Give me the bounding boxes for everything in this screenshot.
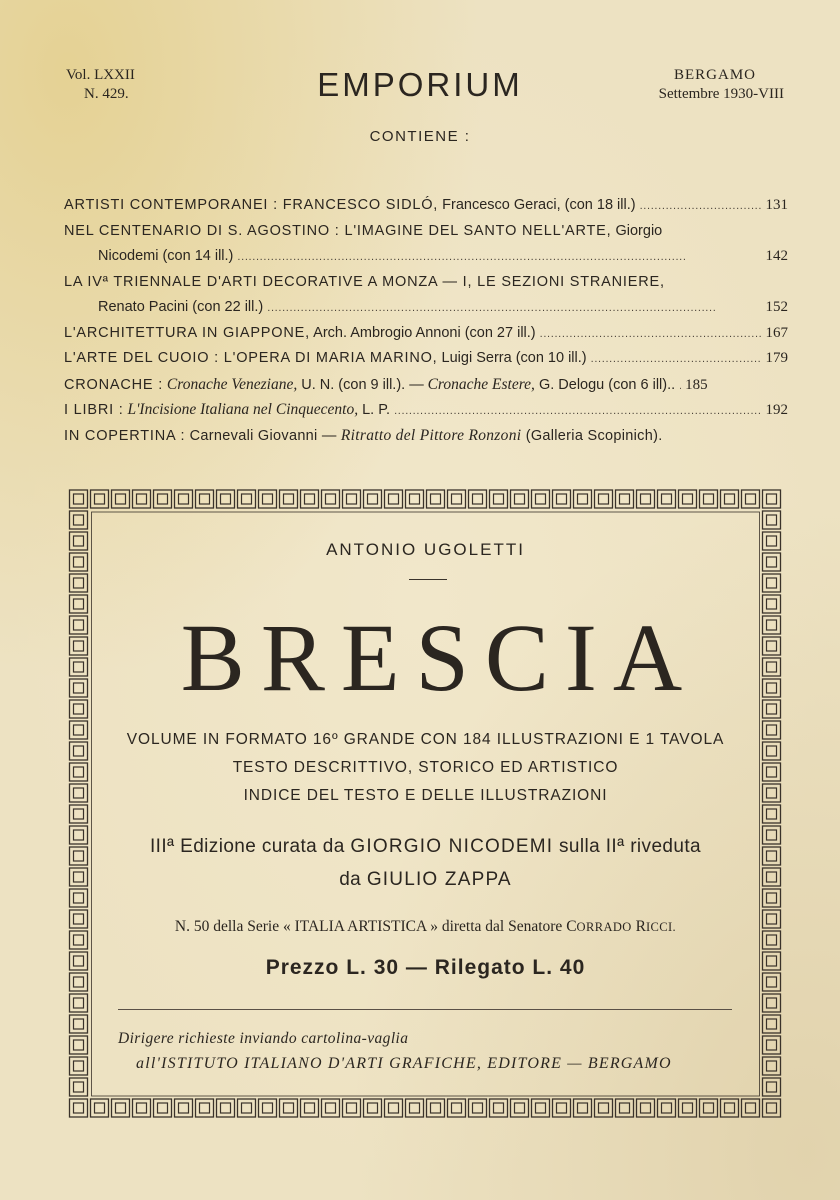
border-square (448, 1099, 466, 1117)
border-square (679, 1099, 697, 1117)
border-square (742, 1099, 760, 1117)
border-square (616, 1099, 634, 1117)
title-divider (409, 579, 447, 580)
toc-page-number: 185 (685, 376, 708, 393)
price-line: Prezzo L. 30 — Rilegato L. 40 (265, 956, 586, 979)
border-square (385, 1099, 403, 1117)
series-director-name: ORRADO (576, 920, 632, 934)
toc-title: I LIBRI : (64, 402, 124, 418)
toc-author: L. P. (358, 402, 391, 418)
border-square (238, 1099, 256, 1117)
border-square (112, 490, 130, 508)
border-square (574, 1099, 592, 1117)
border-square (511, 1099, 529, 1117)
border-square (700, 1099, 718, 1117)
series-info (62, 918, 789, 936)
edition-pre: IIIª Edizione curata da (149, 836, 345, 857)
edition-info (62, 830, 789, 896)
border-square (70, 574, 88, 592)
border-square (763, 1099, 781, 1117)
toc-page-number: 179 (765, 350, 788, 366)
edition-author2: GIULIO ZAPPA (366, 869, 512, 890)
border-square (700, 490, 718, 508)
border-square (511, 490, 529, 508)
border-square (721, 1099, 739, 1117)
toc-title: L'ARCHITETTURA IN GIAPPONE, (64, 324, 310, 341)
border-square (364, 490, 382, 508)
border-square (406, 1099, 424, 1117)
toc-entry-triennale[interactable] (64, 270, 788, 296)
border-square (532, 1099, 550, 1117)
border-square (133, 1099, 151, 1117)
border-square (322, 1099, 340, 1117)
toc-author: Giorgio (611, 222, 663, 239)
border-square (91, 490, 109, 508)
border-square (70, 1099, 88, 1117)
edition-da: da (339, 869, 362, 890)
border-square (364, 1099, 382, 1117)
publication-city: BERGAMO (673, 67, 756, 83)
edition-mid: sulla IIª riveduta (558, 836, 701, 857)
border-square (112, 1099, 130, 1117)
border-square (595, 1099, 613, 1117)
toc-author: G. Delogu (con 6 ill).. (534, 376, 676, 393)
series-director-initial: R (635, 918, 646, 935)
border-square (70, 490, 88, 508)
description-line: INDICE DEL TESTO E DELLE ILLUSTRAZIONI (243, 787, 608, 804)
toc-entry-architettura[interactable] (64, 321, 788, 347)
border-square (154, 490, 172, 508)
border-square (70, 1057, 88, 1075)
border-square (301, 1099, 319, 1117)
leader-dots (640, 193, 762, 220)
issue-number: N. 429. (84, 86, 129, 102)
border-square (658, 1099, 676, 1117)
border-square (553, 490, 571, 508)
border-square (637, 1099, 655, 1117)
leader-dots (591, 346, 762, 373)
border-square (343, 1099, 361, 1117)
leader-dots (267, 295, 761, 322)
book-title: BRESCIA (180, 604, 699, 711)
toc-author: Arch. Ambrogio Annoni (con 27 ill.) (309, 324, 536, 341)
toc-author: Nicodemi (con 14 ill.) (98, 248, 234, 264)
border-square (70, 511, 88, 529)
order-instructions: Dirigere richieste inviando cartolina-vaglia (118, 1030, 409, 1047)
toc-title: L'ARTE DEL CUOIO : L'OPERA DI MARIA MARINO, (64, 350, 438, 366)
book-description (62, 726, 789, 810)
publication-info (659, 66, 784, 104)
border-square (385, 490, 403, 508)
toc-title: LA IVª TRIENNALE D'ARTI DECORATIVE A MONZA — I, LE SEZIONI STRANIERE, (64, 273, 665, 290)
border-square (427, 1099, 445, 1117)
toc-author: Luigi Serra (con 10 ill.) (437, 350, 587, 366)
toc-author: Renato Pacini (con 22 ill.) (98, 299, 264, 315)
toc-entry-agostino[interactable] (64, 219, 788, 245)
toc-entry-cuoio[interactable] (64, 346, 788, 372)
border-square (70, 994, 88, 1012)
toc-entry-libri[interactable] (64, 397, 788, 423)
border-square (616, 490, 634, 508)
publisher-address: all'ISTITUTO ITALIANO D'ARTI GRAFICHE, EDITORE — BERGAMO (136, 1055, 672, 1072)
leader-dots (394, 398, 761, 425)
toc-italic: Cronache Veneziane, (163, 375, 298, 393)
toc-italic: L'Incisione Italiana nel Cinquecento, (123, 401, 359, 418)
toc-author: Carnevali Giovanni — (185, 427, 337, 444)
border-square (763, 1015, 781, 1033)
toc-author: Francesco Geraci, (con 18 ill.) (438, 197, 636, 213)
border-square (574, 490, 592, 508)
leader-dots (679, 373, 681, 400)
border-square (658, 490, 676, 508)
toc-title: NEL CENTENARIO DI S. AGOSTINO : L'IMAGINE DEL SANTO NELL'ARTE, (64, 222, 612, 239)
border-square (91, 1099, 109, 1117)
toc-page-number: 142 (765, 248, 788, 264)
border-square (196, 1099, 214, 1117)
description-line: TESTO DESCRITTIVO, STORICO ED ARTISTICO (232, 759, 619, 776)
border-square (301, 490, 319, 508)
border-square (469, 1099, 487, 1117)
border-square (133, 490, 151, 508)
border-square (427, 490, 445, 508)
toc-entry-cronache[interactable] (64, 372, 788, 398)
border-square (154, 1099, 172, 1117)
border-square (70, 1036, 88, 1054)
table-of-contents (64, 193, 788, 448)
border-square (259, 1099, 277, 1117)
border-square (70, 1078, 88, 1096)
toc-title: ARTISTI CONTEMPORANEI : FRANCESCO SIDLÓ, (64, 197, 439, 213)
book-author: ANTONIO UGOLETTI (326, 540, 525, 559)
border-square (679, 490, 697, 508)
border-square (448, 490, 466, 508)
toc-author: U. N. (con 9 ill.). — (297, 376, 424, 393)
border-square (70, 1015, 88, 1033)
border-square (763, 511, 781, 529)
leader-dots (237, 244, 761, 271)
border-square (763, 994, 781, 1012)
border-square (763, 574, 781, 592)
series-director-initial: C (566, 918, 577, 935)
description-line: VOLUME IN FORMATO 16º GRANDE CON 184 ILLUSTRAZIONI E 1 TAVOLA (126, 731, 725, 748)
series-text: N. 50 della Serie « ITALIA ARTISTICA » diretta dal Senatore (174, 918, 563, 935)
border-square (238, 490, 256, 508)
toc-italic: Ritratto del Pittore Ronzoni (336, 426, 522, 444)
toc-author: (Galleria Scopinich). (521, 427, 663, 444)
border-square (721, 490, 739, 508)
border-square (763, 1036, 781, 1054)
border-square (406, 490, 424, 508)
border-square (637, 490, 655, 508)
contents-heading: CONTIENE : (369, 128, 471, 145)
border-square (763, 1078, 781, 1096)
toc-entry-sidlo[interactable] (64, 193, 788, 219)
border-square (490, 1099, 508, 1117)
volume-label: Vol. LXXII (66, 67, 135, 83)
border-square (595, 490, 613, 508)
border-square (217, 490, 235, 508)
border-square (175, 1099, 193, 1117)
toc-title: CRONACHE : (64, 376, 164, 393)
order-divider (118, 1009, 732, 1010)
toc-page-number: 167 (765, 324, 788, 341)
border-square (763, 490, 781, 508)
toc-entry-triennale-cont[interactable] (64, 295, 788, 321)
toc-title: IN COPERTINA : (64, 427, 186, 444)
border-square (490, 490, 508, 508)
magazine-title: EMPORIUM (317, 66, 523, 103)
border-square (259, 490, 277, 508)
border-square (469, 490, 487, 508)
border-square (175, 490, 193, 508)
border-square (322, 490, 340, 508)
leader-dots (540, 321, 762, 348)
toc-page-number: 152 (765, 299, 788, 315)
border-square (280, 1099, 298, 1117)
toc-page-number: 192 (765, 402, 788, 418)
border-square (532, 490, 550, 508)
border-square (343, 490, 361, 508)
toc-entry-agostino-cont[interactable] (64, 244, 788, 270)
toc-page-number: 131 (765, 197, 788, 213)
publication-date: Settembre 1930-VIII (658, 86, 784, 102)
toc-italic: Cronache Estere, (423, 375, 535, 393)
border-square (742, 490, 760, 508)
border-square (280, 490, 298, 508)
toc-entry-copertina[interactable] (64, 423, 788, 449)
border-square (217, 1099, 235, 1117)
border-square (553, 1099, 571, 1117)
series-director-name: ICCI. (645, 920, 677, 934)
border-square (196, 490, 214, 508)
edition-editor: GIORGIO NICODEMI (350, 836, 554, 857)
border-square (763, 1057, 781, 1075)
